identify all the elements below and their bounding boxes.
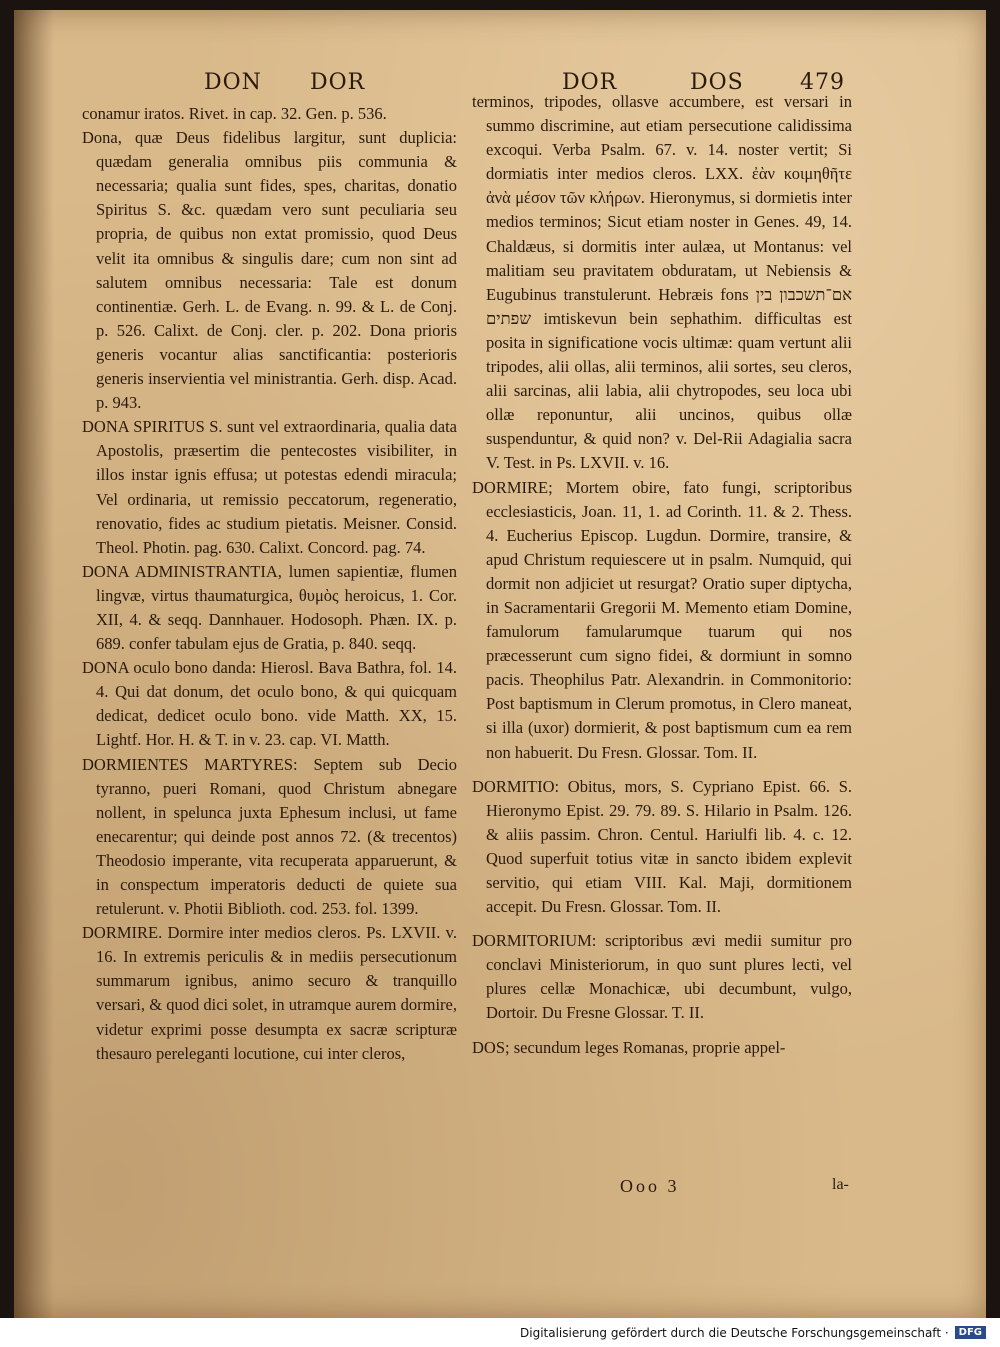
footer-bar [0, 1318, 1000, 1347]
catchword: la- [832, 1176, 849, 1193]
left-column [82, 102, 457, 1066]
entry-text: DONA ADMINISTRANTIA, lumen sapientiæ, flumen lingvæ, virtus thaumaturgica, θυμὸς heroicus, 1. Cor. XII, 4. & seqq. Dannhauer. Hodosoph. Phæn. IX. p. 689. confer tabulam ejus de Gratia, p. 840. seqq. [82, 561, 457, 654]
footer-credit: Digitalisierung gefördert durch die Deutsche Forschungsgemeinschaft · [520, 1325, 949, 1340]
page-gutter-shadow [14, 10, 54, 1318]
entry-text: DORMITIO: Obitus, mors, S. Cypriano Epist. 66. S. Hieronymo Epist. 29. 79. 89. S. Hilario in Psalm. 126. & aliis passim. Chron. Centul. Hariulfi lib. 4. c. 12. Quod superfuit totius vitæ in sancto ibidem explevit servitio, qui etiam VIII. Kal. Maji, dormitionem accepit. Du Fresn. Glossar. Tom. II. [472, 776, 852, 917]
right-column [472, 90, 852, 1060]
running-head-right-2: DOS [690, 70, 744, 95]
running-head-left-1: DON [204, 70, 262, 95]
entry-text: DOS; secundum leges Romanas, proprie appel- [472, 1037, 786, 1057]
entry-text: DORMITORIUM: scriptoribus ævi medii sumitur pro conclavi Ministeriorum, in quo sunt plures lecti, vel plures cellæ Monachicæ, ubi decumbunt, vulgo, Dortoir. Du Fresne Glossar. T. II. [472, 931, 852, 1023]
book-page [14, 10, 986, 1318]
entry-text: terminos, tripodes, ollasve accumbere, est versari in summo discrimine, aut etiam persecutione calidissima excoqui. Verba Psalm. 67. v. 14. noster vertit; Si dormiatis inter medios cleros. LXX. ἐὰν κοιμηθῆτε ἀνὰ μέσον τῶν κλήρων. Hieronymus, si dormietis inter medios terminos; Sicut etiam noster in Genes. 49, 14. Chaldæus, si dormitis inter aulæa, ut Montanus: vel malitiam seu pravitatem obduratam, ut Nebiensis & Eugubinus transtulerunt. Hebræis fons אם־תשכבון בין שפתים imtiskevun bein sephathim. difficultas est posita in significatione vocis ultimæ: quam vertunt alii tripodes, alii ollas, alii terminos, alii sortes, seu cleros, alii sarcinas, alii labia, alii chytropodes, seu loca ubi ollæ reponuntur, alii uncinos, quibus ollæ suspenduntur, & quid non? v. Del-Rii Adagialia sacra V. Test. in Ps. LXVII. v. 16. [472, 92, 853, 473]
page-number: 479 [800, 70, 845, 95]
running-head-right-1: DOR [562, 70, 618, 95]
entry-text: DONA oculo bono danda: Hierosl. Bava Bathra, fol. 14. 4. Qui dat donum, det oculo bono, & qui quicquam dedicat, dedicet oculo bono. vide Matth. XX, 15. Lightf. Hor. H. & T. in v. 23. cap. VI. Matth. [82, 658, 457, 750]
signature-mark: Ooo 3 [620, 1176, 680, 1196]
entry-text: DONA SPIRITUS S. sunt vel extraordinaria, qualia data Apostolis, præsertim die pentecostes visibiliter, in illos instar ignis effusa; ut potestas edendi miracula; Vel ordinaria, ut remissio peccatorum, regeneratio, renovatio, fides ac studium pietatis. Meisner. Consid. Theol. Photin. pag. 630. Calixt. Concord. pag. 74. [82, 417, 457, 557]
entry-text: DORMIENTES MARTYRES: Septem sub Decio tyranno, pueri Romani, quod Christum abnegare nollent, in spelunca juxta Ephesum inclusi, ut fame enecarentur; qui deinde post annos 72. (& trecentos) Theodosio imperante, vita recuperata apparuerunt, & in conspectum imperatoris deducti de quiete sua retulerunt. v. Photii Biblioth. cod. 253. fol. 1399. [82, 754, 457, 919]
entry-text: Dona, quæ Deus fidelibus largitur, sunt duplicia: quædam generalia omnibus piis communia & necessaria; qualia sunt fides, spes, charitas, donatio Spiritus S. &c. quædam vero sunt peculiaria seu propria, de quibus non extat promissio, quod Deus velit ita omnibus & singulis dare; cum non sint ad salutem omnibus necessaria: Tale est donum continentiæ. Gerh. L. de Evang. n. 99. & L. de Conj. p. 526. Calixt. de Conj. cler. p. 202. Dona prioris generis vocantur alias sanctificantia: posterioris generis inservientia vel ministrantia. Gerh. disp. Acad. p. 943. [82, 128, 457, 413]
entry-text: DORMIRE; Mortem obire, fato fungi, scriptoribus ecclesiasticis, Joan. 11, 1. ad Corinth. 11. & 2. Thess. 4. Eucherius Episcop. Lugdun. Dormire, transire, & apud Christum requiescere ut in psalm. Numquid, qui dormit non adjiciet ut resurgat? Oratio super diptycha, in Sacramentarii Gregorii M. Memento etiam Domine, famulorum famularumque tuarum qui nos præcesserunt cum signo fidei, & dormiunt in somno pacis. Theophilus Patr. Alexandrin. in Commonitorio: Post baptismum in Clerum promotus, in Clero maneat, si illa (uxor) dormierit, & post baptismum cum ea rem non habuerit. Du Fresn. Glossar. Tom. II. [472, 477, 852, 762]
entry-text: conamur iratos. Rivet. in cap. 32. Gen. p. 536. [82, 104, 387, 123]
entry-text: DORMIRE. Dormire inter medios cleros. Ps. LXVII. v. 16. In extremis periculis & in mediis persecutionum summarum ignibus, animo securo & tranquillo versari, & quod dici solet, in utramque aurem dormire, videtur exprimi posse desumpta ex sacræ scripturæ thesauro pereleganti locutione, cui inter cleros, [82, 923, 457, 1063]
dfg-logo-icon: DFG [955, 1326, 986, 1339]
running-head-left-2: DOR [310, 70, 366, 95]
